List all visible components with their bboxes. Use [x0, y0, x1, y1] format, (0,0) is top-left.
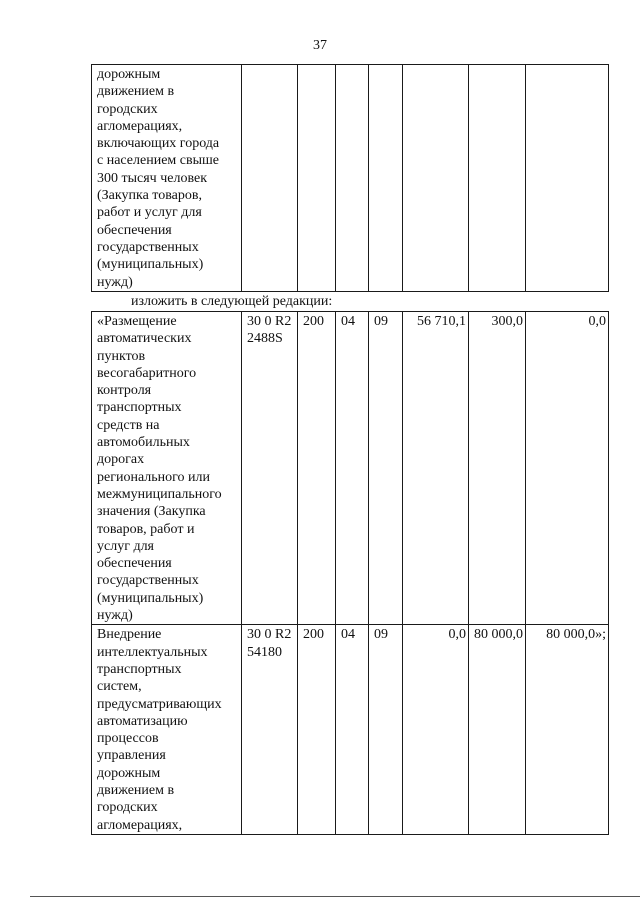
redaction-instruction: изложить в следующей редакции:: [131, 294, 333, 309]
row-description: «Размещение автоматических пунктов весогабаритного контроля транспортных средств на автомобильных дорогах регионального или межмуниципального значения (Закупка товаров, работ и услуг для обеспечения государственных (муниципальных) нужд): [92, 312, 242, 625]
amount-year-1: [403, 65, 469, 292]
amount-year-1: 56 710,1: [403, 312, 469, 625]
amount-year-3: [526, 65, 609, 292]
amount-year-1: 0,0: [403, 625, 469, 835]
scan-edge-line: [30, 896, 640, 897]
page-number: 37: [313, 38, 327, 53]
target-article-code: 30 0 R2 2488S: [242, 312, 298, 625]
expense-type-code: 200: [298, 312, 336, 625]
subsection-code: 09: [369, 312, 403, 625]
expense-type-code: 200: [298, 625, 336, 835]
table-row: [92, 625, 609, 835]
amount-year-2: 300,0: [469, 312, 526, 625]
subsection-code: [369, 65, 403, 292]
table-row: [92, 65, 609, 292]
section-code: 04: [336, 312, 369, 625]
amount-year-2: [469, 65, 526, 292]
target-article-code: [242, 65, 298, 292]
budget-table-new-edition: [91, 311, 609, 835]
budget-table-continuation: [91, 64, 609, 292]
amount-year-3: 0,0: [526, 312, 609, 625]
amount-year-2: 80 000,0: [469, 625, 526, 835]
section-code: 04: [336, 625, 369, 835]
table-row: [92, 312, 609, 625]
subsection-code: 09: [369, 625, 403, 835]
amount-year-3: 80 000,0»;: [526, 625, 609, 835]
section-code: [336, 65, 369, 292]
row-description: Внедрение интеллектуальных транспортных систем, предусматривающих автоматизацию процессов управления дорожным движением в городских агломерациях,: [92, 625, 242, 835]
target-article-code: 30 0 R2 54180: [242, 625, 298, 835]
row-description: дорожным движением в городских агломерациях, включающих города с населением свыше 300 тысяч человек (Закупка товаров, работ и услуг для обеспечения государственных (муниципальных) нужд): [92, 65, 242, 292]
expense-type-code: [298, 65, 336, 292]
